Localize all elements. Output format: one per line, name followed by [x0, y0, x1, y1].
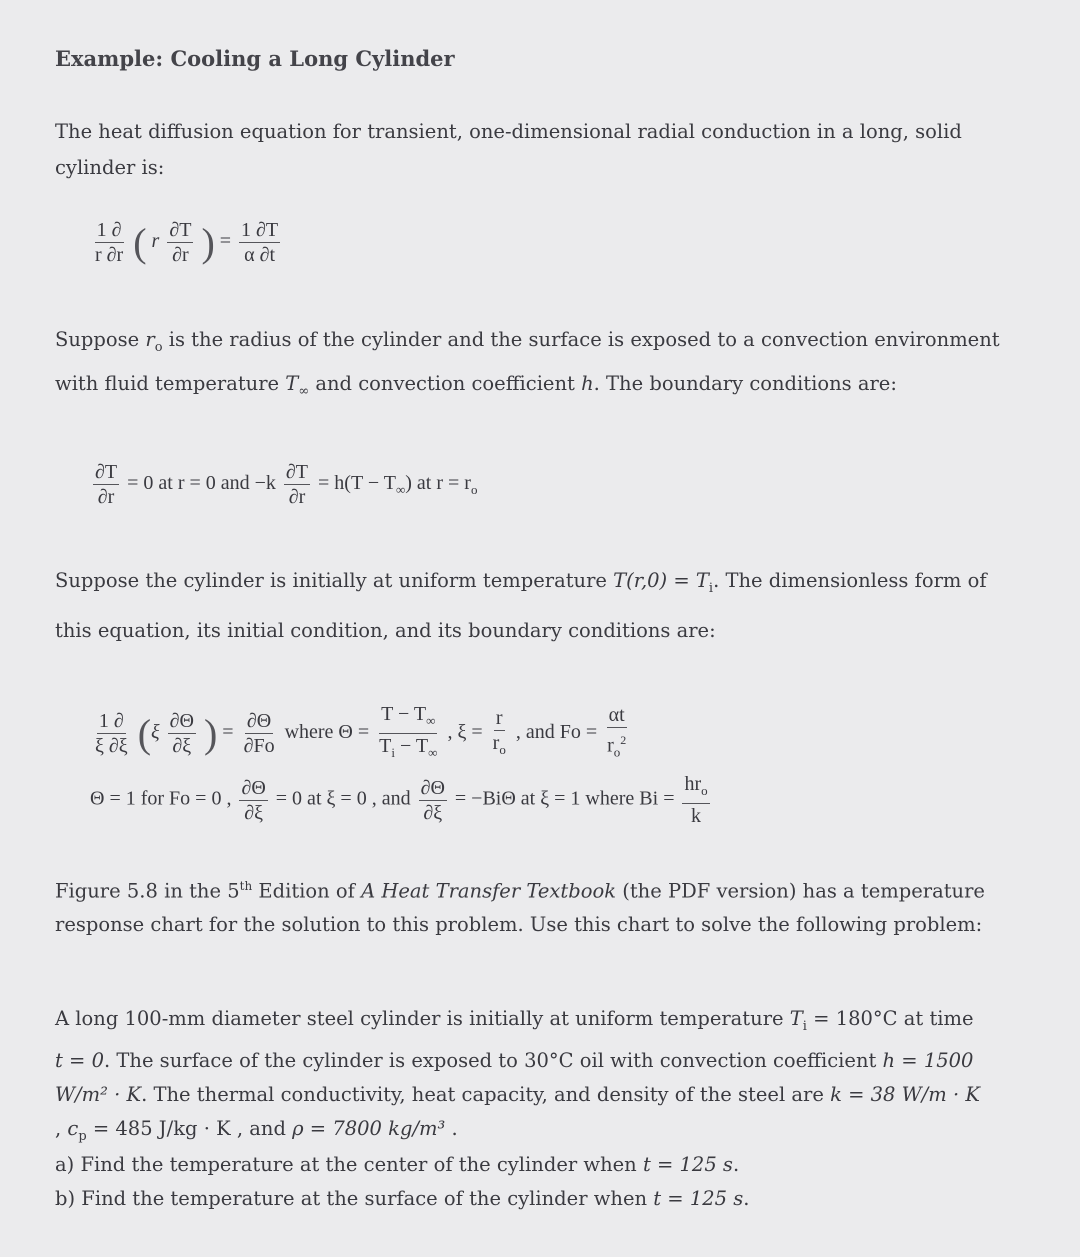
dimensionless-equation: $\frac{1 \partial}{\xi \partial\xi}$ (ξ $\frac{\partial\Theta}{\partial\xi}$ ) = $\frac{\partial\Theta}{\partial Fo}$ where Θ = $\frac{T - T_\infty}{T_i - T_\infty}$ , ξ = $\frac{r}{r_o}$ , and Fo = $\frac{\alpha t}{r_o^2}$	[95, 703, 627, 760]
list-item: a) Find the temperature at the center of the cylinder when t = 125 s.	[55, 1153, 740, 1176]
eq1-inner: $\frac{\partial T}{\partial r}$	[169, 219, 192, 266]
dimensionless-conditions: Θ = 1 for Fo = 0 , $\frac{\partial\Theta}{\partial\xi}$ = 0 at ξ = 0 , and $\frac{\partial\Theta}{\partial\xi}$ = −BiΘ at ξ = 1 where Bi = $\frac{hr_o}{k}$	[90, 773, 708, 827]
page-title: Example: Cooling a Long Cylinder	[55, 46, 455, 71]
eq1-prefactor: $\frac{1 \partial}{r \partial r}$	[95, 219, 124, 266]
dimensionless-paragraph: Suppose the cylinder is initially at uniform temperature $T(r,0) = T_i$. The dimensionless form of this equation, its initial condition, and its boundary conditions are:	[55, 569, 987, 642]
boundary-paragraph: Suppose $r_o$ is the radius of the cylinder and the surface is exposed to a convection environment with fluid temperature $T_\infty$ and convection coefficient h. The boundary conditions are:	[55, 328, 1000, 399]
heat-equation: $\frac{1 \partial}{r \partial r}$ ( r $\frac{\partial T}{\partial r}$ ) = $\frac{1 \partial T}{\alpha \partial t}$	[95, 219, 279, 266]
problem-paragraph: A long 100-mm diameter steel cylinder is initially at uniform temperature $T_i = 180^\circ C$ at time t = 0. The surface of the cylinder is exposed to 30°C oil with convection coefficient h = 1500 W/m² · K. The thermal conductivity, heat capacity, and density of the steel are k = 38 W/m · K , $c_p = 485$ J/kg · K , and ρ = 7800 kg/m³ .	[55, 1007, 980, 1144]
list-item: b) Find the temperature at the surface of the cylinder when t = 125 s.	[55, 1187, 750, 1210]
eq1-rhs: $\frac{1 \partial T}{\alpha \partial t}$	[241, 219, 279, 266]
question-list	[55, 1148, 1015, 1216]
figure-reference-paragraph: Figure 5.8 in the 5th Edition of A Heat Transfer Textbook (the PDF version) has a temperature response chart for the solution to this problem. Use this chart to solve the following problem:	[55, 879, 985, 936]
boundary-conditions: $\frac{\partial T}{\partial r}$ = 0 at r = 0 and −k $\frac{\partial T}{\partial r}$ = $h(T - T_\infty)$ at $r = r_o$	[95, 461, 478, 508]
intro-paragraph: The heat diffusion equation for transient, one-dimensional radial conduction in a long, solid cylinder is:	[55, 120, 962, 179]
